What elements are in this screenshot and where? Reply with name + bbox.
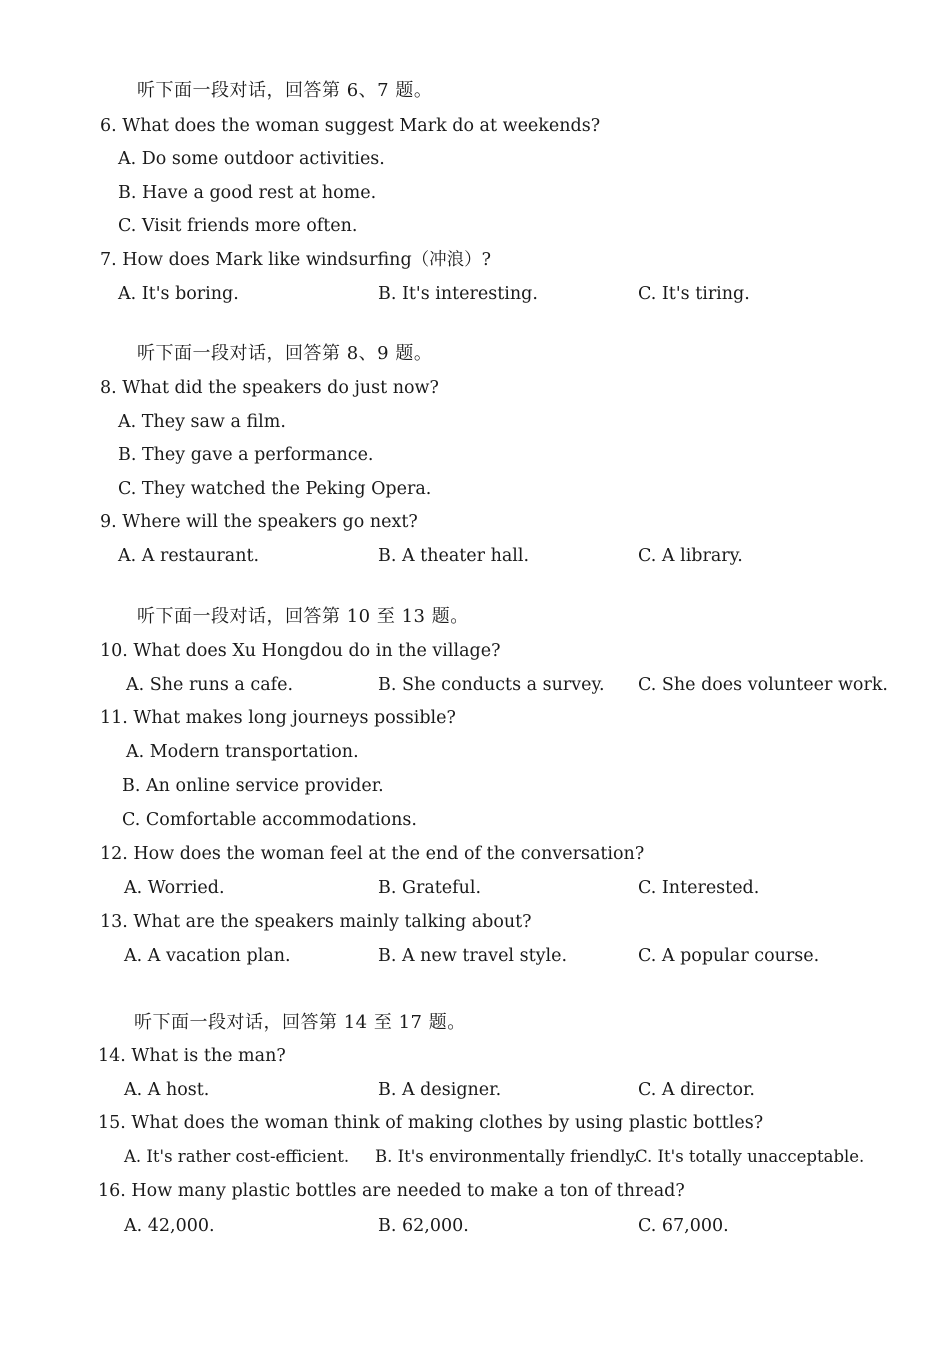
section-header: 听下面一段对话，回答第 14 至 17 题。 bbox=[134, 1012, 466, 1033]
option-c: C. 67,000. bbox=[638, 1216, 729, 1236]
question-stem: 14. What is the man? bbox=[98, 1046, 286, 1066]
option-a: A. It's rather cost-efficient. bbox=[124, 1147, 350, 1166]
question-stem: 15. What does the woman think of making clothes by using plastic bottles? bbox=[98, 1113, 764, 1133]
question-stem: 7. How does Mark like windsurfing（冲浪）? bbox=[100, 250, 492, 270]
option-b: B. She conducts a survey. bbox=[378, 675, 605, 695]
option-a: A. She runs a cafe. bbox=[126, 675, 294, 695]
option-b: B. It's environmentally friendly. bbox=[375, 1147, 638, 1166]
option-a: A. It's boring. bbox=[118, 284, 239, 304]
option-c: C. Comfortable accommodations. bbox=[122, 810, 417, 830]
option-b: B. An online service provider. bbox=[122, 776, 384, 796]
option-b: B. A theater hall. bbox=[378, 546, 530, 566]
question-stem: 6. What does the woman suggest Mark do at weekends? bbox=[100, 116, 601, 136]
question-stem: 16. How many plastic bottles are needed to make a ton of thread? bbox=[98, 1181, 685, 1201]
option-a: A. A host. bbox=[124, 1080, 210, 1100]
option-c: C. They watched the Peking Opera. bbox=[118, 479, 432, 499]
option-c: C. It's tiring. bbox=[638, 284, 750, 304]
option-b: B. Have a good rest at home. bbox=[118, 183, 377, 203]
option-b: B. It's interesting. bbox=[378, 284, 538, 304]
question-stem: 11. What makes long journeys possible? bbox=[100, 708, 456, 728]
section-header: 听下面一段对话，回答第 10 至 13 题。 bbox=[137, 606, 469, 627]
option-a: A. A vacation plan. bbox=[124, 946, 291, 966]
option-a: A. Worried. bbox=[124, 878, 225, 898]
option-b: B. A designer. bbox=[378, 1080, 502, 1100]
option-c: C. Interested. bbox=[638, 878, 760, 898]
option-a: A. Modern transportation. bbox=[126, 742, 359, 762]
option-b: B. A new travel style. bbox=[378, 946, 568, 966]
option-c: C. She does volunteer work. bbox=[638, 675, 888, 695]
option-a: A. They saw a film. bbox=[118, 412, 286, 432]
option-a: A. Do some outdoor activities. bbox=[118, 149, 385, 169]
question-stem: 10. What does Xu Hongdou do in the village? bbox=[100, 641, 501, 661]
section-header: 听下面一段对话，回答第 8、9 题。 bbox=[137, 343, 433, 364]
question-stem: 9. Where will the speakers go next? bbox=[100, 512, 418, 532]
option-a: A. A restaurant. bbox=[118, 546, 260, 566]
option-c: C. A director. bbox=[638, 1080, 755, 1100]
option-b: B. Grateful. bbox=[378, 878, 482, 898]
option-c: C. Visit friends more often. bbox=[118, 216, 358, 236]
section-header: 听下面一段对话，回答第 6、7 题。 bbox=[137, 80, 433, 101]
question-stem: 12. How does the woman feel at the end of the conversation? bbox=[100, 844, 645, 864]
option-a: A. 42,000. bbox=[124, 1216, 215, 1236]
option-b: B. They gave a performance. bbox=[118, 445, 374, 465]
question-stem: 13. What are the speakers mainly talking about? bbox=[100, 912, 532, 932]
option-c: C. It's totally unacceptable. bbox=[635, 1147, 865, 1166]
option-b: B. 62,000. bbox=[378, 1216, 469, 1236]
option-c: C. A library. bbox=[638, 546, 743, 566]
question-stem: 8. What did the speakers do just now? bbox=[100, 378, 439, 398]
option-c: C. A popular course. bbox=[638, 946, 820, 966]
